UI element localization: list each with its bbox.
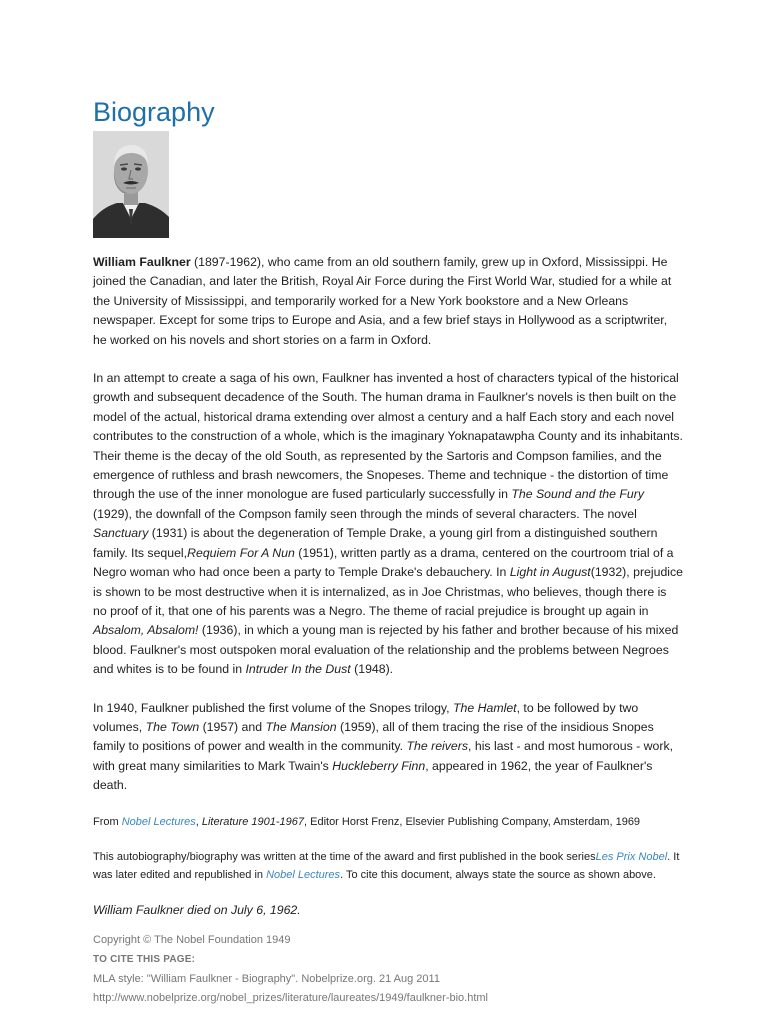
work-title: Sanctuary [93, 526, 149, 541]
note-text: . It was later edited and republished in [93, 850, 680, 881]
source-prefix: From [93, 815, 122, 828]
paragraph-text: (1932), prejudice is shown to be most destructive when it is internalized, as in Joe Christmas, who believes, though there is no proof of it, that one of his parents was a Negro. The theme of racial prejudice is brought up again in [93, 565, 684, 618]
nobel-lectures-link-2[interactable]: Nobel Lectures [266, 868, 341, 881]
page-meta [93, 931, 683, 1009]
paragraph-text: In 1940, Faulkner published the first volume of the Snopes trilogy, [93, 700, 454, 715]
page-url: http://www.nobelprize.org/nobel_prizes/literature/laureates/1949/faulkner-bio.html [93, 992, 488, 1005]
work-title: The Hamlet [453, 700, 517, 715]
autobiography-note [93, 848, 683, 884]
source-publisher: , Editor Horst Frenz, Elsevier Publishing Company, Amsterdam, 1969 [304, 815, 641, 828]
biography-content [93, 96, 683, 1009]
work-title: Absalom, Absalom! [93, 623, 199, 638]
nobel-lectures-link[interactable]: Nobel Lectures [121, 815, 196, 828]
copyright-line: Copyright © The Nobel Foundation 1949 [93, 933, 291, 946]
les-prix-nobel-link[interactable]: Les Prix Nobel [595, 850, 668, 863]
work-title: Huckleberry Finn [332, 758, 426, 773]
paragraph-text: (1936), in which a young man is rejected by his father and brother because of his mixed blood. Faulkner's most outspoken moral evaluation of the relationship and the problems between Negroes and whites is to be found in [93, 623, 679, 677]
bio-paragraph-1 [93, 253, 683, 350]
source-separator: , [195, 815, 202, 828]
work-title: Light in August [509, 565, 591, 580]
portrait-image [93, 131, 169, 238]
subject-name: William Faulkner [93, 255, 191, 269]
paragraph-text: (1931) is about the degeneration of Temple Drake, a young girl from a distinguished southern family. Its sequel, [93, 526, 658, 560]
bio-paragraph-2 [93, 369, 683, 680]
source-volume: Literature 1901-1967 [201, 815, 304, 828]
note-text: This autobiography/biography was written at the time of the award and first published in the book series [93, 850, 596, 863]
paragraph-text: (1897-1962), who came from an old southern family, grew up in Oxford, Mississippi. He joined the Canadian, and later the British, Royal Air Force during the First World War, studied for a while at the University of Mississippi, and temporarily worked for a New York bookstore and a New Orleans newspaper. Except for some trips to Europe and Asia, and a few brief stays in Hollywood as a scriptwriter, he worked on his novels and short stories on a farm in Oxford. [93, 255, 672, 347]
work-title: Requiem For A Nun [187, 545, 295, 560]
note-text: . To cite this document, always state the source as shown above. [340, 868, 656, 881]
bio-paragraph-3 [93, 699, 683, 796]
cite-heading: TO CITE THIS PAGE: [93, 954, 196, 966]
work-title: The Mansion [265, 719, 337, 734]
paragraph-text: , appeared in 1962, the year of Faulkner's death. [93, 758, 653, 793]
paragraph-text: , to be followed by two volumes, [93, 700, 639, 734]
paragraph-text: In an attempt to create a saga of his own, Faulkner has invented a host of characters typical of the historical growth and subsequent decadence of the South. The human drama in Faulkner's novels is then built on the model of the actual, historical drama extending over almost a century and a half Each story and each novel contributes to the construction of a whole, which is the imaginary Yoknapatawpha County and its inhabitants. Their theme is the decay of the old South, as represented by the Sartoris and Compson families, and the emergence of ruthless and brash newcomers, the Snopeses. Theme and technique - the distortion of time through the use of the inner monologue are fused particularly successfully in [93, 371, 683, 502]
page-title: Biography [93, 97, 215, 127]
paragraph-text: (1959), all of them tracing the rise of the insidious Snopes family to positions of power and wealth in the community. [93, 719, 654, 754]
paragraph-text: (1929), the downfall of the Compson family seen through the minds of several characters. The novel [93, 506, 637, 521]
portrait-photo [93, 131, 169, 238]
mla-citation: MLA style: "William Faulkner - Biography". Nobelprize.org. 21 Aug 2011 [93, 972, 440, 985]
paragraph-text: (1951), written partly as a drama, centered on the courtroom trial of a Negro woman who had once been a party to Temple Drake's debauchery. In [93, 545, 674, 580]
paragraph-text: , his last - and most humorous - work, with great many similarities to Mark Twain's [93, 739, 674, 773]
work-title: The Sound and the Fury [511, 487, 644, 502]
death-note: William Faulkner died on July 6, 1962. [93, 902, 301, 917]
paragraph-text: (1948). [350, 662, 394, 677]
source-citation [93, 813, 683, 831]
work-title: Intruder In the Dust [245, 662, 351, 677]
paragraph-text: (1957) and [199, 719, 266, 734]
work-title: The Town [145, 719, 200, 734]
work-title: The reivers [406, 739, 469, 754]
